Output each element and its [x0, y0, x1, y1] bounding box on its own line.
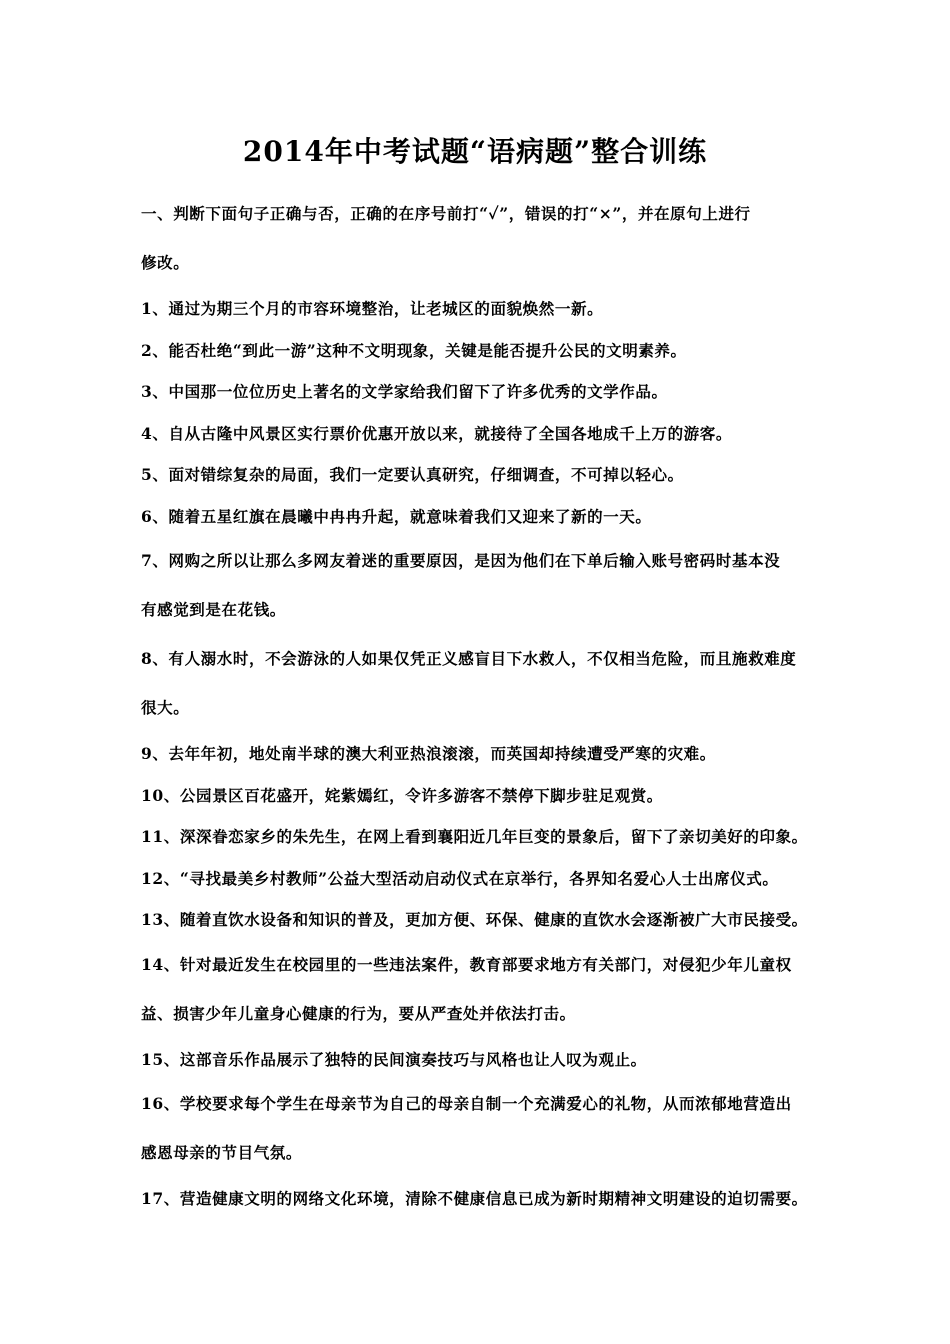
text-line: 修改。: [141, 253, 190, 272]
text-line: 有感觉到是在花钱。: [141, 600, 286, 619]
text-line: 13、随着直饮水设备和知识的普及，更加方便、环保、健康的直饮水会逐渐被广大市民接受。: [141, 910, 808, 929]
text-line: 7、网购之所以让那么多网友着迷的重要原因，是因为他们在下单后输入账号密码时基本没: [141, 551, 781, 570]
text-line: 15、这部音乐作品展示了独特的民间演奏技巧与风格也让人叹为观止。: [141, 1049, 647, 1069]
text-line: 9、去年年初，地处南半球的澳大利亚热浪滚滚，而英国却持续遭受严寒的灾难。: [141, 744, 716, 763]
text-line: 益、损害少年儿童身心健康的行为，要从严查处并依法打击。: [141, 1003, 576, 1023]
text-line: 5、面对错综复杂的局面，我们一定要认真研究，仔细调查，不可掉以轻心。: [141, 465, 684, 484]
text-line: 4、自从古隆中风景区实行票价优惠开放以来，就接待了全国各地成千上万的游客。: [141, 423, 732, 443]
text-line: 2、能否杜绝“到此一游”这种不文明现象，关键是能否提升公民的文明素养。: [141, 340, 687, 360]
text-line: 6、随着五星红旗在晨曦中冉冉升起，就意味着我们又迎来了新的一天。: [141, 506, 652, 526]
text-line: 10、公园景区百花盛开，姹紫嫣红，令许多游客不禁停下脚步驻足观赏。: [141, 785, 663, 805]
text-line: 8、有人溺水时，不会游泳的人如果仅凭正义感盲目下水救人，不仅相当危险，而且施救难度: [141, 649, 797, 668]
text-line: 11、深深眷恋家乡的朱先生，在网上看到襄阳近几年巨变的景象后，留下了亲切美好的印象。: [141, 827, 808, 846]
text-line: 3、中国那一位位历史上著名的文学家给我们留下了许多优秀的文学作品。: [141, 382, 668, 401]
document-title: 2014年中考试题“语病题”整合训练: [242, 135, 708, 168]
text-line: 一、判断下面句子正确与否，正确的在序号前打“✓”，错误的打“×”，并在原句上进行: [141, 204, 751, 223]
text-line: 感恩母亲的节目气氛。: [141, 1143, 303, 1162]
text-line: 14、针对最近发生在校园里的一些违法案件，教育部要求地方有关部门，对侵犯少年儿童权: [141, 954, 792, 974]
text-line: 很大。: [141, 698, 190, 717]
text-line: 16、学校要求每个学生在母亲节为自己的母亲自制一个充满爱心的礼物，从而浓郁地营造出: [141, 1094, 792, 1113]
text-line: 17、营造健康文明的网络文化环境，清除不健康信息已成为新时期精神文明建设的迫切需要。: [141, 1189, 808, 1208]
document-body: [141, 190, 841, 1220]
text-line: 1、通过为期三个月的市容环境整治，让老城区的面貌焕然一新。: [141, 299, 604, 318]
text-line: 12、“寻找最美乡村教师”公益大型活动启动仪式在京举行，各界知名爱心人士出席仪式。: [141, 868, 779, 888]
